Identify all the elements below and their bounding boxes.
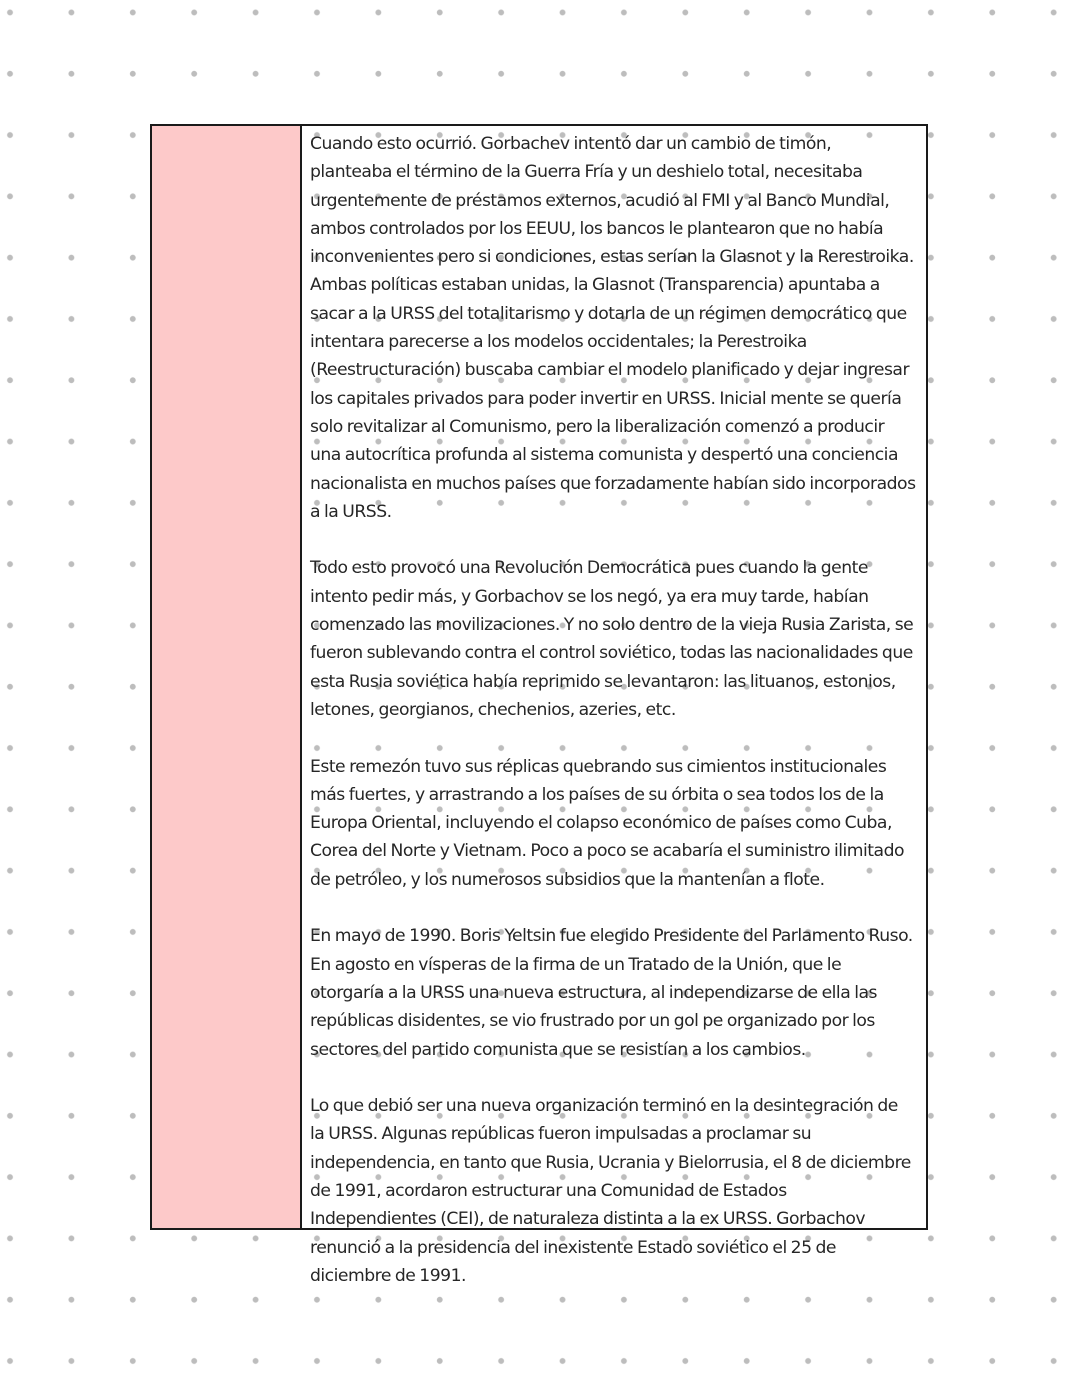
cornell-notes-table [150, 124, 928, 1286]
notes-column [302, 126, 926, 1286]
cue-column [152, 126, 302, 1228]
paragraph-eastern-europe-collapse: Este remezón tuvo sus réplicas quebrando sus cimientos institucionales más fuertes, y arrastrando a los países de su órbita o sea todos los de la Europa Oriental, incluyendo el colapso económico de países como Cuba, Corea del Norte y Vietnam. Poco a poco se acabaría el suministro ilimitado de petróleo, y los numerosos subsidios que la mantenían a flote. [310, 756, 904, 890]
paragraph-yeltsin-coup: En mayo de 1990. Boris Yeltsin fue elegido Presidente del Parlamento Ruso. En agosto en vísperas de la firma de un Tratado de la Unión, que le otorgaría a la URSS una nueva estructura, al independizarse de ella las repúblicas disidentes, se vio frustrado por un gol pe organizado por los sectores del partido comunista que se resistían a los cambios. [310, 926, 913, 1060]
paragraph-ussr-dissolution: Lo que debió ser una nueva organización terminó en la desintegración de la URSS. Algunas repúblicas fueron impulsadas a proclamar su independencia, en tanto que Rusia, Ucrania y Bielorrusia, el 8 de diciembre de 1991, acordaron estructurar una Comunidad de Estados Independientes (CEI), de naturaleza distinta a la ex URSS. Gorbachov renunció a la presidencia del inexistente Estado soviético el 25 de diciembre de 1991. [310, 1096, 911, 1286]
paragraph-gorbachev-reforms: Cuando esto ocurrió. Gorbachev intentó dar un cambio de timón, planteaba el término de la Guerra Fría y un deshielo total, necesitaba urgentemente de préstamos externos, acudió al FMI y al Banco Mundial, ambos controlados por los EEUU, los bancos le plantearon que no había inconvenientes pero si condiciones, estas serían la Glasnot y la Rerestroika. Ambas políticas estaban unidas, la Glasnot (Transparencia) apuntaba a sacar a la URSS del totalitarismo y dotarla de un régimen democrático que intentara parecerse a los modelos occidentales; la Perestroika (Reestructuración) buscaba cambiar el modelo planificado y dejar ingresar los capitales privados para poder invertir en URSS. Inicial mente se quería solo revitalizar al Comunismo, pero la liberalización comenzó a producir una autocrítica profunda al sistema comunista y despertó una conciencia nacionalista en muchos países que forzadamente habían sido incorporados a la URSS. [310, 134, 916, 522]
paragraph-democratic-revolution: Todo esto provocó una Revolución Democrática pues cuando la gente intento pedir más, y Gorbachov se los negó, ya era muy tarde, habían comenzado las movilizaciones. Y no solo dentro de la vieja Rusia Zarista, se fueron sublevando contra el control soviético, todas las nacionalidades que esta Rusia soviética había reprimido se levantaron: las lituanos, estonios, letones, georgianos, chechenios, azeries, etc. [310, 558, 914, 720]
